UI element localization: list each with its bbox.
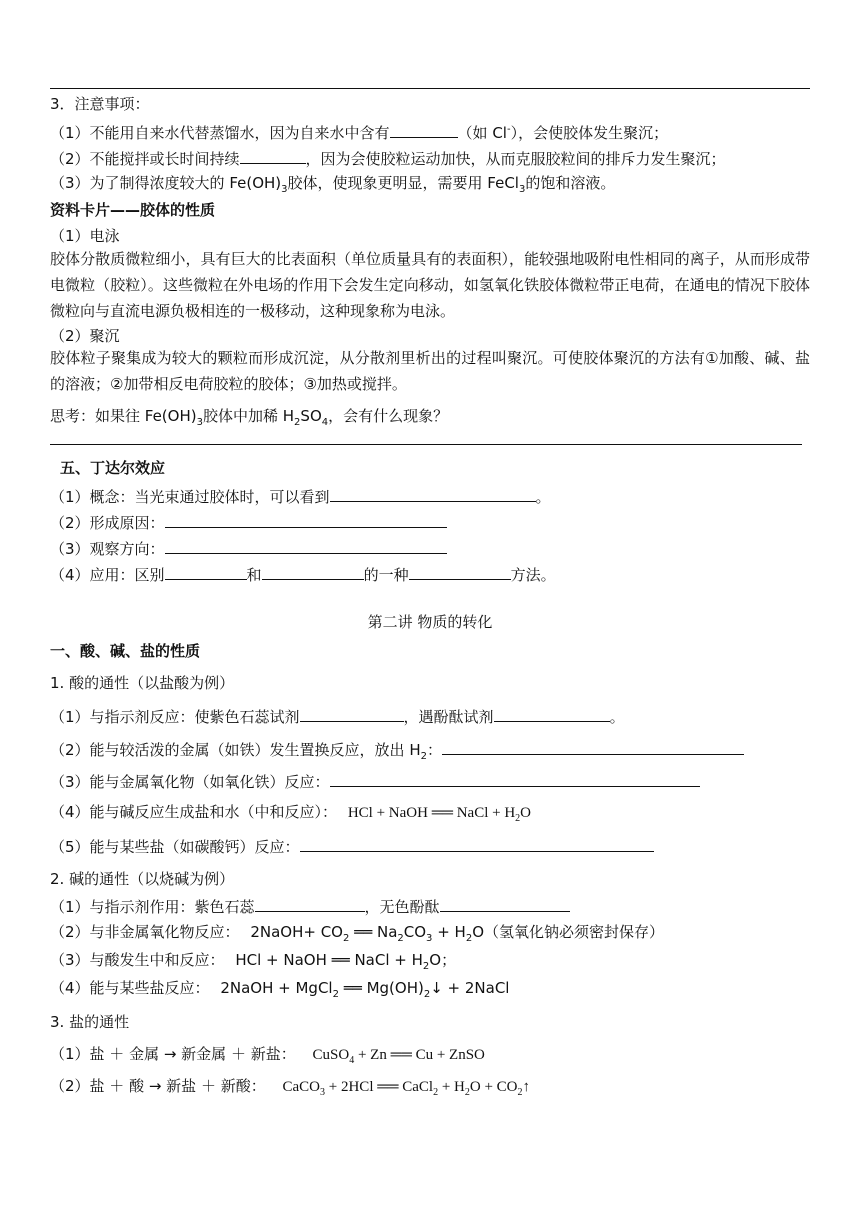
- lecture-title: [50, 612, 810, 632]
- note-3-mid: 胶体，使现象更明显，需要用 FeCl: [287, 174, 519, 192]
- note-2-tail: ，因为会使胶粒运动加快，从而克服胶粒间的排斥力发生聚沉；: [305, 150, 726, 168]
- salt-1-equation: [312, 1047, 485, 1066]
- note-2-blank[interactable]: [240, 147, 306, 164]
- salt-2-eq-a: CaCO: [282, 1079, 321, 1095]
- tyndall-4-blank-1[interactable]: [165, 563, 247, 580]
- note-1-example: （如 Cl: [457, 124, 507, 142]
- info-card-title: [50, 200, 215, 220]
- salt-1-eq-s1: 4: [349, 1055, 355, 1066]
- salt-2-eq-c: + H: [438, 1079, 465, 1095]
- base-2-eq-s2: 2: [397, 933, 404, 944]
- note-item-3: [50, 173, 615, 193]
- base-3-eq-b: O；: [429, 951, 457, 969]
- note-3-sub: 3: [281, 184, 288, 195]
- note-item-2: [50, 147, 726, 169]
- base-4-eq-s2: 2: [423, 989, 431, 1000]
- base-item-2: [50, 922, 664, 942]
- acid-1-tail: 。: [609, 708, 625, 726]
- base-2-eq-s4: 2: [465, 933, 473, 944]
- base-3-equation: [235, 951, 457, 972]
- acid-item-2: [50, 738, 744, 760]
- base-item-3: [50, 950, 456, 970]
- acid-title: [50, 673, 234, 693]
- acid-1-blank-1[interactable]: [300, 705, 404, 722]
- base-3-eq-sub: 2: [422, 961, 430, 972]
- salt-1-text: （1）盐 ＋ 金属 → 新金属 ＋ 新盐：: [50, 1045, 296, 1063]
- salt-2-eq-s2: 2: [433, 1087, 439, 1098]
- acid-4-eq-sub: 2: [515, 813, 521, 824]
- base-title-text: 2. 碱的通性（以烧碱为例）: [50, 870, 235, 888]
- acid-2-text: （2）能与较活泼的金属（如铁）发生置换反应，放出 H: [50, 741, 421, 759]
- coagulation-title-text: （2）聚沉: [50, 327, 120, 345]
- note-3-text: （3）为了制得浓度较大的 Fe(OH): [50, 174, 282, 192]
- think-sub: 3: [196, 417, 203, 428]
- think-text: 思考：如果往 Fe(OH): [50, 407, 197, 425]
- acid-2-blank[interactable]: [442, 738, 744, 755]
- electrophoresis-title: [50, 226, 120, 246]
- base-4-eq-s1: 2: [332, 989, 339, 1000]
- tyndall-4-blank-3[interactable]: [409, 563, 511, 580]
- base-4-equation: [220, 979, 510, 1000]
- base-2-eq-s3: 3: [426, 933, 433, 944]
- think-sub2: 2: [294, 417, 301, 428]
- tyndall-2-text: （2）形成原因：: [50, 514, 165, 532]
- section-title-text: 一、酸、碱、盐的性质: [50, 642, 201, 660]
- acid-5-blank[interactable]: [300, 835, 654, 852]
- base-item-1: [50, 895, 570, 917]
- tyndall-item-3: [50, 537, 447, 559]
- base-title: [50, 869, 234, 889]
- base-2-eq-s1: 2: [343, 933, 350, 944]
- tyndall-item-1: [50, 485, 551, 507]
- acid-2-colon: ：: [426, 741, 442, 759]
- acid-item-5: [50, 835, 654, 857]
- salt-2-text: （2）盐 ＋ 酸 → 新盐 ＋ 新酸：: [50, 1077, 266, 1095]
- salt-2-eq-s3: 2: [464, 1087, 470, 1098]
- base-2-note: （氢氧化钠必须密封保存）: [484, 923, 665, 941]
- acid-2-sub: 2: [420, 751, 427, 762]
- salt-2-eq-s1: 3: [320, 1087, 326, 1098]
- think-question: [50, 406, 448, 426]
- acid-item-1: [50, 705, 625, 727]
- think-sub3: 4: [321, 417, 329, 428]
- notes-heading: [50, 94, 150, 114]
- base-2-eq-d: + H: [432, 923, 466, 941]
- acid-title-text: 1. 酸的通性（以盐酸为例）: [50, 674, 235, 692]
- base-1-mid: ，无色酚酞: [364, 898, 440, 916]
- note-1-tail: ），会使胶体发生聚沉；: [510, 124, 669, 142]
- base-2-eq-c: CO: [403, 923, 427, 941]
- salt-title-text: 3. 盐的通性: [50, 1013, 130, 1031]
- tyndall-title-text: 五、丁达尔效应: [60, 459, 166, 477]
- salt-2-eq-d: O + CO: [469, 1079, 518, 1095]
- base-1-blank-2[interactable]: [440, 895, 570, 912]
- salt-title: [50, 1012, 129, 1032]
- acid-3-text: （3）能与金属氧化物（如氧化铁）反应：: [50, 773, 330, 791]
- base-4-eq-c: ↓ + 2NaCl: [430, 979, 510, 997]
- tyndall-4-blank-2[interactable]: [262, 563, 364, 580]
- answer-line[interactable]: [50, 444, 802, 445]
- note-1-text: （1）不能用自来水代替蒸馏水，因为自来水中含有: [50, 124, 390, 142]
- base-3-eq-a: HCl + NaOH ══ NaCl + H: [235, 951, 423, 969]
- electrophoresis-title-text: （1）电泳: [50, 227, 120, 245]
- note-1-blank[interactable]: [390, 121, 458, 138]
- tyndall-4-and: 和: [246, 566, 262, 584]
- salt-2-eq-b: + 2HCl ══ CaCl: [325, 1079, 434, 1095]
- lecture-title-text: 第二讲 物质的转化: [367, 613, 493, 631]
- tyndall-1-tail: 。: [535, 488, 551, 506]
- section-acid-base-salt: [50, 641, 200, 661]
- base-4-eq-a: 2NaOH + MgCl: [220, 979, 333, 997]
- note-2-text: （2）不能搅拌或长时间持续: [50, 150, 240, 168]
- base-4-eq-b: ══ Mg(OH): [338, 979, 424, 997]
- base-3-text: （3）与酸发生中和反应：: [50, 951, 225, 969]
- tyndall-1-text: （1）概念：当光束通过胶体时，可以看到: [50, 488, 330, 506]
- base-2-text: （2）与非金属氧化物反应：: [50, 923, 240, 941]
- acid-5-text: （5）能与某些盐（如碳酸钙）反应：: [50, 838, 300, 856]
- note-3-tail: 的饱和溶液。: [525, 174, 616, 192]
- tyndall-item-2: [50, 511, 447, 533]
- notes-heading-text: 3．注意事项：: [50, 95, 150, 113]
- info-card-title-text: 资料卡片——胶体的性质: [50, 201, 216, 219]
- top-divider: [50, 88, 810, 89]
- note-item-1: [50, 121, 668, 143]
- tyndall-2-blank[interactable]: [165, 511, 447, 528]
- salt-2-eq-s4: 2: [517, 1087, 523, 1098]
- tyndall-item-4: [50, 563, 556, 585]
- tyndall-title: [60, 458, 165, 478]
- salt-2-eq-e: ↑: [522, 1079, 531, 1095]
- base-2-equation: [250, 923, 484, 944]
- think-mid2: SO: [300, 407, 322, 425]
- base-2-eq-b: ══ Na: [349, 923, 398, 941]
- base-item-4: [50, 978, 509, 998]
- tyndall-4-text: （4）应用：区别: [50, 566, 165, 584]
- salt-item-1: [50, 1044, 485, 1065]
- salt-1-eq-b: + Zn ══ Cu + ZnSO: [354, 1047, 485, 1063]
- base-4-text: （4）能与某些盐反应：: [50, 979, 210, 997]
- acid-item-3: [50, 770, 700, 792]
- tyndall-3-text: （3）观察方向：: [50, 540, 165, 558]
- tyndall-4-tail: 方法。: [510, 566, 556, 584]
- salt-item-2: [50, 1076, 530, 1097]
- acid-4-eq-a: HCl + NaOH ══ NaCl + H: [347, 805, 516, 821]
- base-1-blank-1[interactable]: [255, 895, 365, 912]
- think-tail: ，会有什么现象？: [328, 407, 449, 425]
- chloride-sup: -: [506, 124, 511, 135]
- tyndall-3-blank[interactable]: [165, 537, 447, 554]
- acid-item-4: [50, 802, 531, 823]
- acid-1-blank-2[interactable]: [494, 705, 610, 722]
- tyndall-4-mid: 的一种: [363, 566, 409, 584]
- tyndall-1-blank[interactable]: [330, 485, 536, 502]
- coagulation-title: [50, 326, 120, 346]
- coagulation-paragraph: 胶体粒子聚集成为较大的颗粒而形成沉淀，从分散剂里析出的过程叫聚沉。可使胶体聚沉的方法有①加酸、碱、盐的溶液；②加带相反电荷胶粒的胶体；③加热或搅拌。: [50, 349, 810, 393]
- acid-4-eq-b: O: [520, 805, 532, 821]
- note-3-sub2: 3: [518, 184, 526, 195]
- base-1-text: （1）与指示剂作用：紫色石蕊: [50, 898, 255, 916]
- acid-1-mid: ，遇酚酞试剂: [403, 708, 494, 726]
- salt-2-equation: [282, 1079, 531, 1098]
- think-mid: 胶体中加稀 H: [202, 407, 295, 425]
- acid-3-blank[interactable]: [330, 770, 700, 787]
- electrophoresis-paragraph: 胶体分散质微粒细小，具有巨大的比表面积（单位质量具有的表面积），能较强地吸附电性相同的离子，从而形成带电微粒（胶粒）。这些微粒在外电场的作用下会发生定向移动，如氢氧化铁胶体微粒带正电荷，在通电的情况下胶体微粒向与直流电源负极相连的一极移动，这种现象称为电泳。: [50, 250, 810, 320]
- base-2-eq-a: 2NaOH+ CO: [250, 923, 343, 941]
- acid-4-equation: [347, 805, 532, 824]
- acid-4-text: （4）能与碱反应生成盐和水（中和反应）：: [50, 803, 338, 821]
- base-2-eq-e: O: [472, 923, 484, 941]
- salt-1-eq-a: CuSO: [312, 1047, 350, 1063]
- acid-1-text: （1）与指示剂反应：使紫色石蕊试剂: [50, 708, 300, 726]
